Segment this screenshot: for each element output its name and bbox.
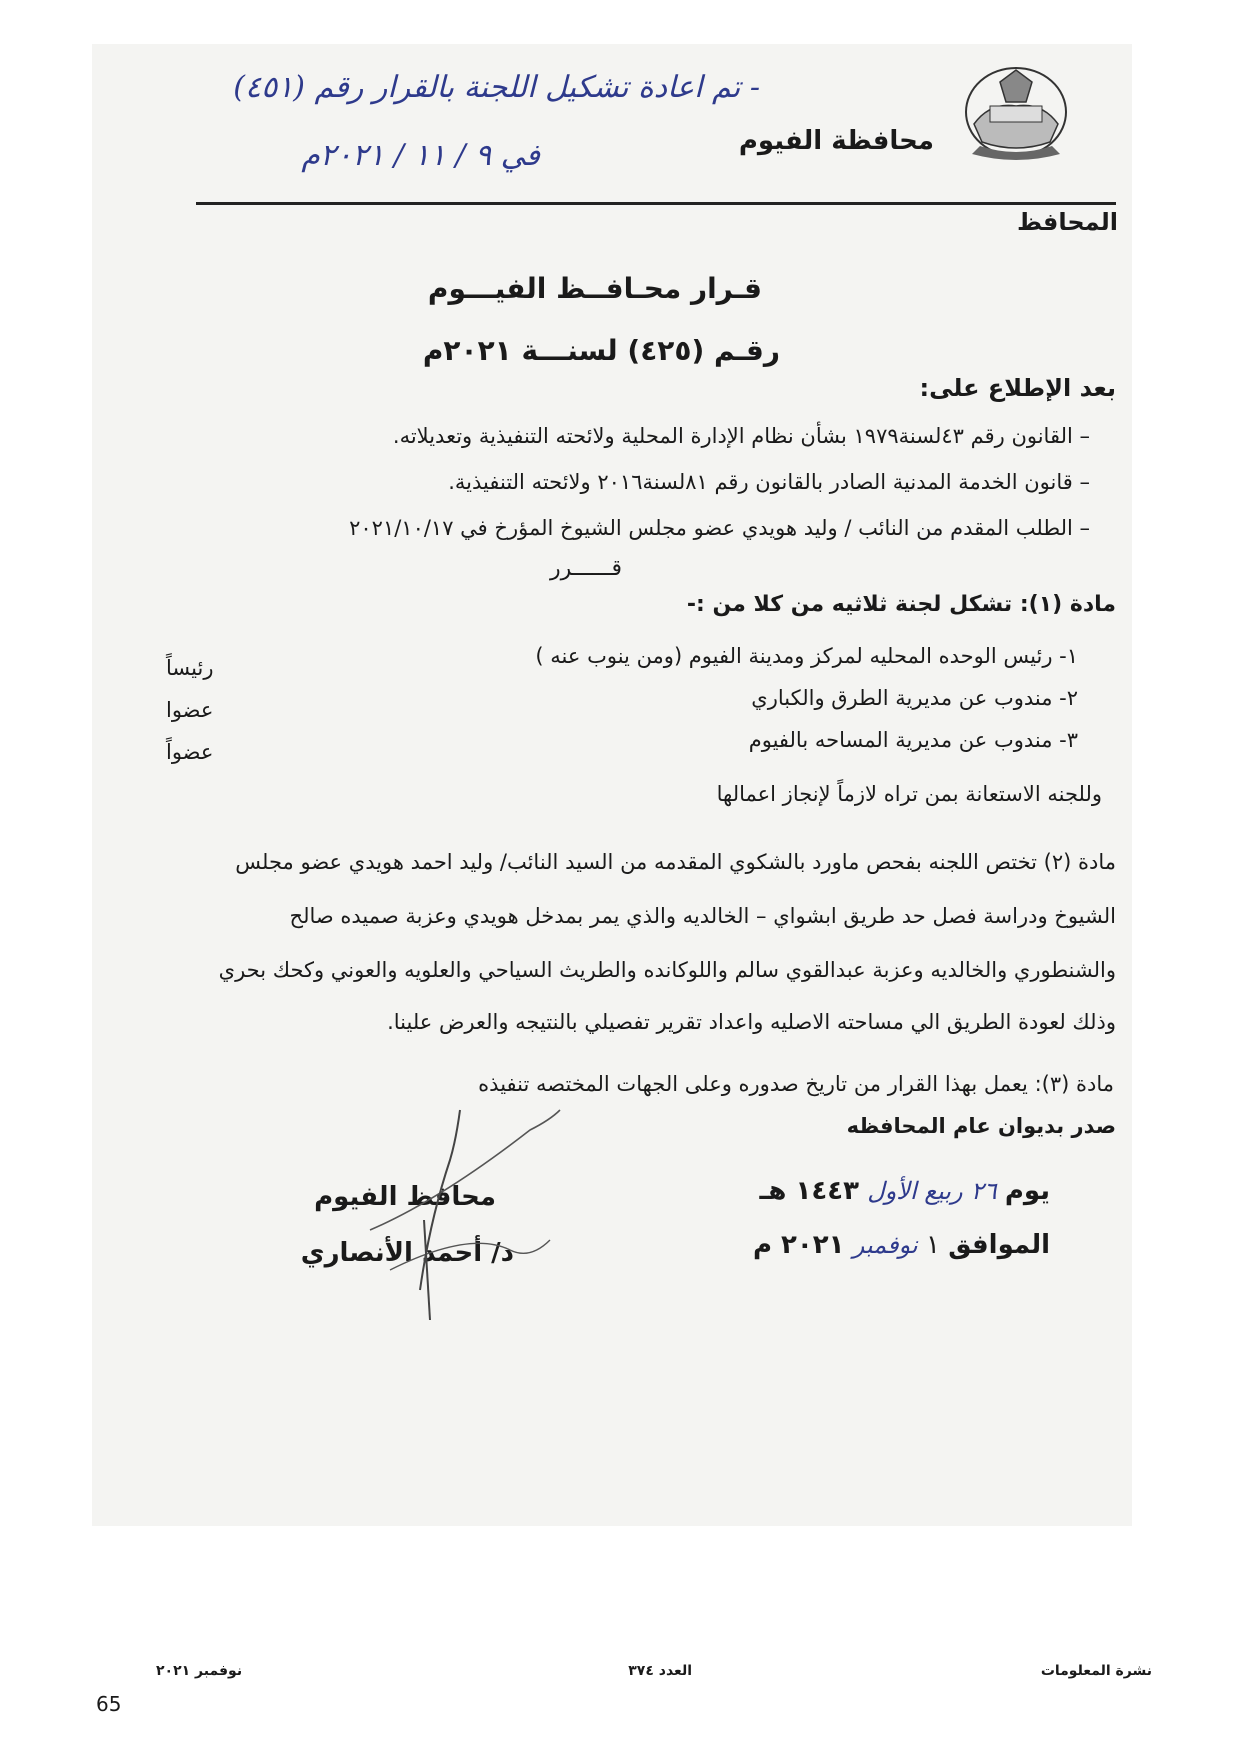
gregorian-date	[753, 1230, 1050, 1260]
member-role: عضوا	[166, 698, 214, 722]
handwritten-note-line2: في ٩ / ١١ / ٢٠٢١م	[301, 138, 540, 173]
footer-month: نوفمبر ٢٠٢١	[156, 1663, 243, 1679]
preamble-item: – القانون رقم ٤٣لسنة١٩٧٩ بشأن نظام الإدارة المحلية ولائحته التنفيذية وتعديلاته.	[392, 424, 1090, 448]
decides-label: قــــــرر	[550, 556, 622, 581]
signature-title: محافظ الفيوم	[314, 1182, 496, 1212]
header-divider	[196, 202, 1116, 205]
governorate-name: محافظة الفيوم	[738, 126, 934, 156]
page-number: 65	[96, 1692, 122, 1716]
article2-line: مادة (٢) تختص اللجنه بفحص ماورد بالشكوي المقدمه من السيد النائب/ وليد احمد هويدي عضو مجلس	[235, 850, 1116, 874]
article2-line: والشنطوري والخالديه وعزبة عبدالقوي سالم واللوكانده والطريث السياحي والعلويه والعوني وكحك بحري	[218, 958, 1116, 982]
hijri-date	[760, 1176, 1050, 1206]
member-role: رئيساً	[166, 656, 214, 680]
footer-issue: العدد ٣٧٤	[628, 1663, 692, 1679]
preamble-item: – قانون الخدمة المدنية الصادر بالقانون رقم ٨١لسنة٢٠١٦ ولائحته التنفيذية.	[448, 470, 1090, 494]
preamble-heading: بعد الإطلاع على:	[919, 374, 1116, 402]
member-item: ٢- مندوب عن مديرية الطرق والكباري	[751, 686, 1078, 710]
hijri-label: يوم	[1004, 1176, 1050, 1206]
governorate-emblem-icon	[960, 62, 1072, 162]
article3-text: مادة (٣): يعمل بهذا القرار من تاريخ صدوره وعلى الجهات المختصه تنفيذه	[478, 1072, 1114, 1096]
article1-heading: مادة (١): تشكل لجنة ثلاثيه من كلا من :-	[686, 592, 1116, 617]
greg-year: ٢٠٢١ م	[752, 1230, 845, 1260]
issued-place: صدر بديوان عام المحافظه	[846, 1114, 1116, 1138]
decree-number: رقـم (٤٢٥) لسنـــة ٢٠٢١م	[422, 334, 780, 367]
article2-line: وذلك لعودة الطريق الي مساحته الاصليه واعداد تقرير تفصيلي بالنتيجه والعرض علينا.	[387, 1010, 1116, 1034]
greg-label: الموافق	[948, 1230, 1050, 1260]
preamble-item: – الطلب المقدم من النائب / وليد هويدي عضو مجلس الشيوخ المؤرخ في ٢٠٢١/١٠/١٧	[349, 516, 1090, 540]
handwritten-note-line1: - تم اعادة تشكيل اللجنة بالقرار رقم (٤٥١)	[233, 70, 760, 105]
signature-name: د/ أحمد الأنصاري	[300, 1238, 514, 1268]
member-role: عضواً	[166, 740, 214, 764]
hijri-day: ٢٦	[970, 1177, 997, 1205]
greg-month: نوفمبر	[852, 1231, 918, 1259]
handwritten-signature-icon	[360, 1100, 590, 1330]
footer-publication: نشرة المعلومات	[1040, 1663, 1152, 1679]
member-item: ١- رئيس الوحده المحليه لمركز ومدينة الفيوم (ومن ينوب عنه )	[535, 644, 1078, 668]
hijri-month: ربيع الأول	[867, 1177, 963, 1205]
member-item: ٣- مندوب عن مديرية المساحه بالفيوم	[748, 728, 1078, 752]
article2-line: الشيوخ ودراسة فصل حد طريق ابشواي – الخالديه والذي يمر بمدخل هويدي وعزبة صميده صالح	[289, 904, 1116, 928]
decree-title: قـرار محـافــظ الفيـــوم	[427, 272, 762, 305]
hijri-year: ١٤٤٣ هـ	[759, 1176, 859, 1206]
greg-day: ١	[925, 1230, 940, 1260]
article1-note: وللجنه الاستعانة بمن تراه لازماً لإنجاز اعمالها	[716, 782, 1102, 806]
office-title: المحافظ	[1016, 208, 1118, 236]
